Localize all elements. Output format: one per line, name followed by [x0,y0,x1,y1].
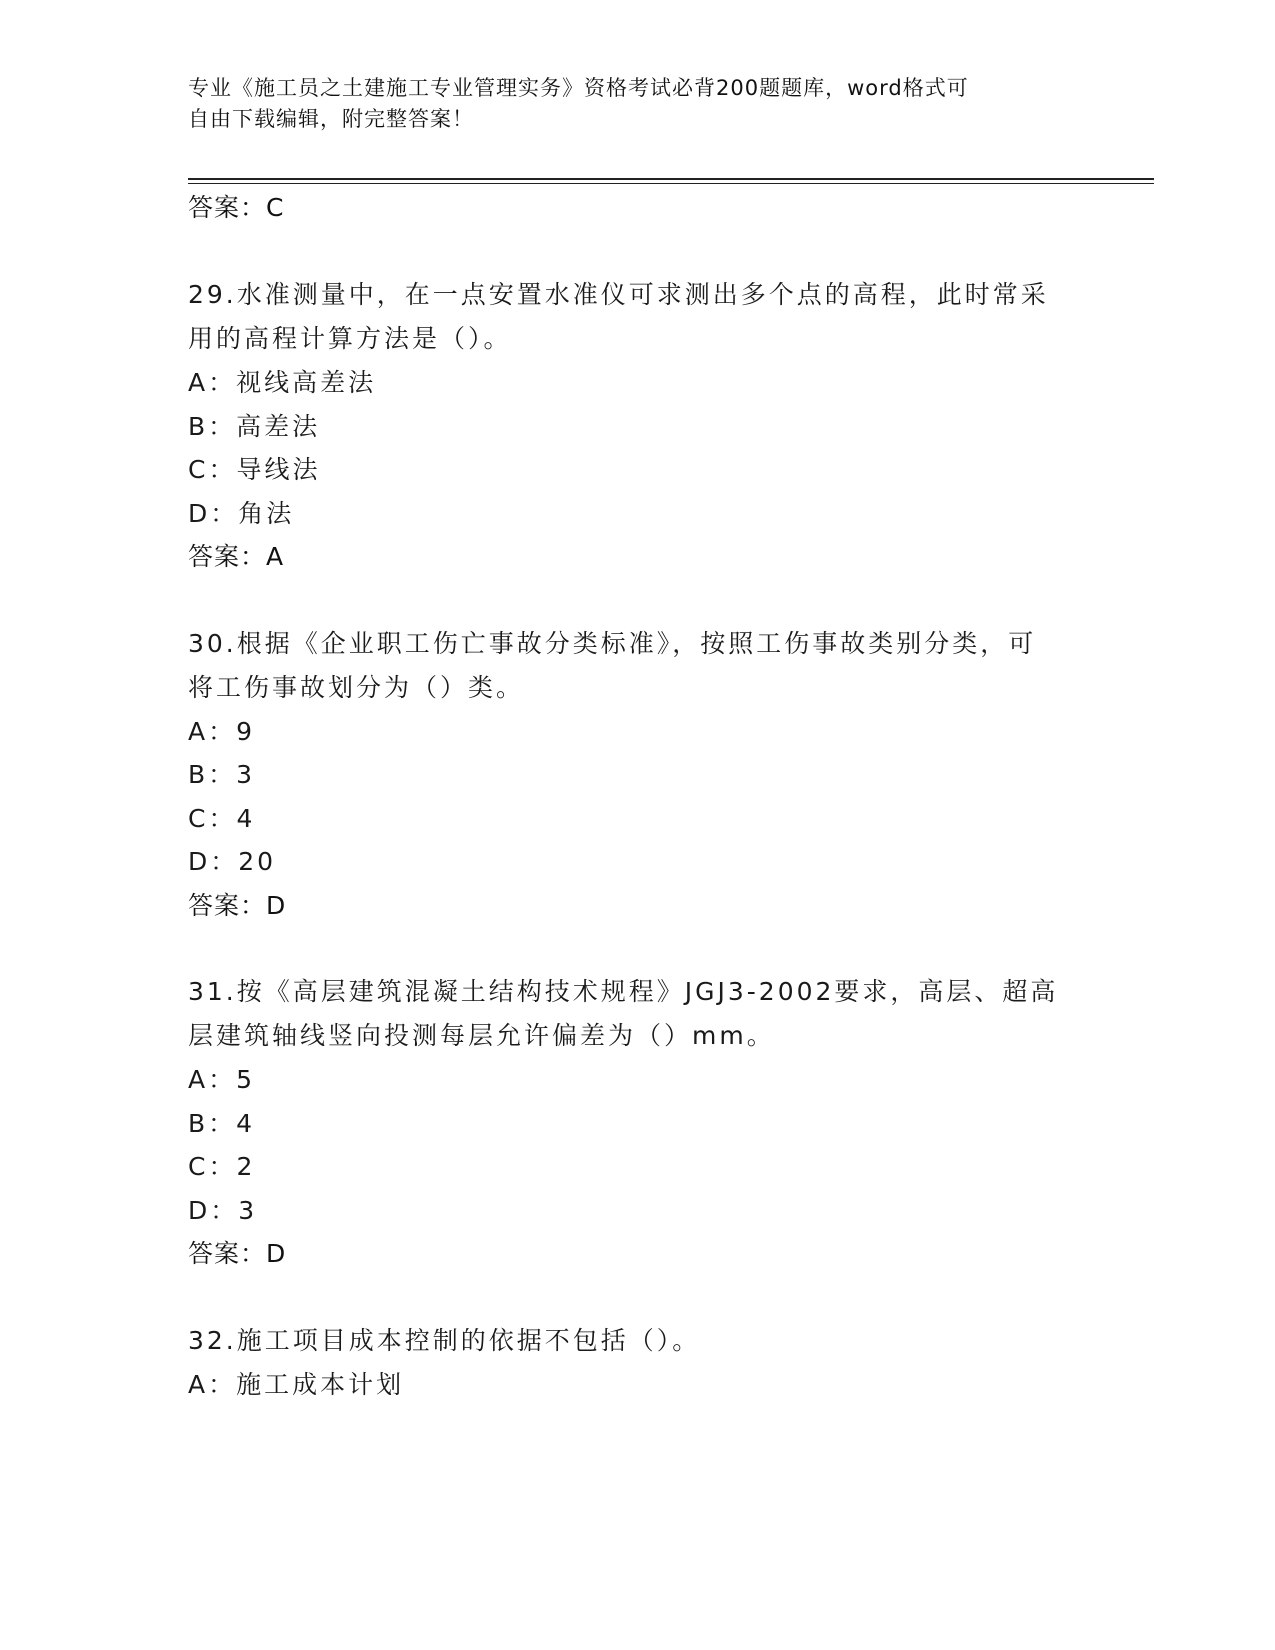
question-29-stem-line-1: 29.水准测量中，在一点安置水准仪可求测出多个点的高程，此时常采 [188,280,1049,309]
header-rule-thin [188,183,1154,184]
question-32-stem-line-1: 32.施工项目成本控制的依据不包括（）。 [188,1326,701,1355]
question-30-stem-line-2: 将工伤事故划分为（）类。 [188,673,525,702]
question-31-option-d: D：3 [188,1196,258,1225]
question-31-option-b: B：4 [188,1109,256,1138]
question-31-option-c: C：2 [188,1152,256,1181]
previous-answer: 答案：C [188,193,285,222]
header-rule-thick [188,178,1154,180]
question-30-option-b: B：3 [188,760,256,789]
header-line-1: 专业《施工员之土建施工专业管理实务》资格考试必背200题题库，word格式可 [188,76,969,100]
question-29-stem-line-2: 用的高程计算方法是（）。 [188,324,512,353]
question-30-option-d: D：20 [188,847,277,876]
question-29-answer: 答案：A [188,542,285,571]
header-line-2: 自由下载编辑，附完整答案！ [188,107,474,131]
question-32-option-a: A：施工成本计划 [188,1370,405,1399]
question-31-stem-line-1: 31.按《高层建筑混凝土结构技术规程》JGJ3-2002要求，高层、超高 [188,977,1059,1006]
question-30-answer: 答案：D [188,891,287,920]
question-29-option-b: B：高差法 [188,412,321,441]
question-30-option-c: C：4 [188,804,256,833]
question-31-option-a: A：5 [188,1065,256,1094]
question-29-option-d: D：角法 [188,499,295,528]
question-31-stem-line-2: 层建筑轴线竖向投测每层允许偏差为（）mm。 [188,1021,775,1050]
page-header [188,73,1068,135]
question-29-option-c: C：导线法 [188,455,321,484]
question-30-option-a: A：9 [188,717,256,746]
question-31-answer: 答案：D [188,1239,287,1268]
question-30-stem-line-1: 30.根据《企业职工伤亡事故分类标准》，按照工伤事故类别分类，可 [188,629,1037,658]
question-29-option-a: A：视线高差法 [188,368,377,397]
